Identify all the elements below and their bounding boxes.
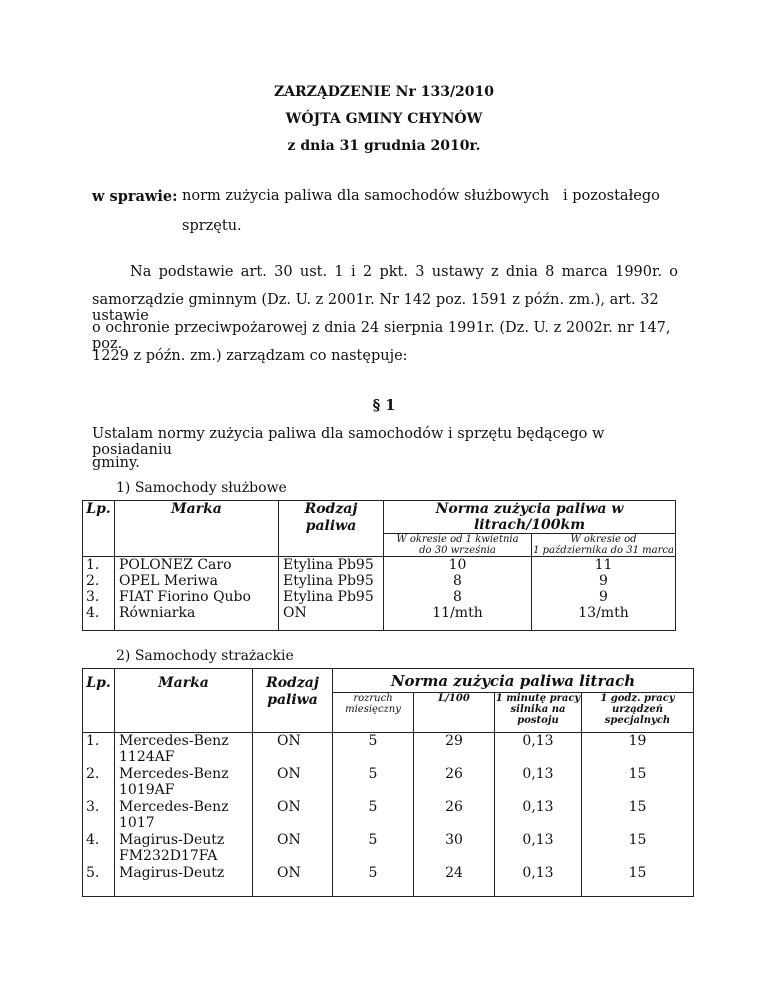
t2-paliwo: ON (277, 832, 301, 848)
table1-marka: OPEL Meriwa (119, 573, 218, 589)
table1-summer: 8 (453, 573, 462, 589)
header-marka: Marka (115, 501, 279, 557)
t2-paliwo: ON (277, 799, 301, 815)
table1-lp: 1. (86, 557, 100, 573)
t2-l100: 29 (445, 733, 463, 749)
header-okres-winter-line-1: W okresie od (570, 534, 637, 545)
preamble-line-4: 1229 z późn. zm.) zarządzam co następuje: (92, 348, 408, 364)
table1-paliwo: Etylina Pb95 (283, 557, 374, 573)
t2-l100: 24 (445, 865, 463, 881)
service-cars-table (82, 500, 676, 631)
header-okres-summer-line-1: W okresie od 1 kwietnia (396, 534, 519, 545)
t2-marka (119, 733, 229, 765)
table1-winter: 9 (599, 589, 608, 605)
t2-l100-column (414, 733, 495, 897)
t2-marka-line-2: 1017 (119, 815, 155, 831)
t2-marka-line-1: Mercedes-Benz (119, 799, 229, 815)
table1-winter: 9 (599, 573, 608, 589)
table1-paliwo: ON (283, 605, 307, 621)
table1-marka: Równiarka (119, 605, 196, 621)
t2-header-rodzaj-line-1: Rodzaj (266, 675, 319, 691)
t2-minuta-column (495, 733, 582, 897)
table1-marka: FIAT Fiorino Qubo (119, 589, 251, 605)
fire-trucks-table (82, 668, 694, 897)
table1-lp-column (83, 557, 115, 631)
t2-l100: 26 (445, 766, 463, 782)
t2-godz: 15 (628, 766, 647, 782)
t2-header-godz-line-1: 1 godz. pracy (600, 693, 675, 704)
table1-paliwo: Etylina Pb95 (283, 573, 374, 589)
table1-marka-column (115, 557, 279, 631)
title-line-3: z dnia 31 grudnia 2010r. (287, 138, 481, 154)
table1-winter: 13/mth (578, 605, 629, 621)
section-line-2: gminy. (92, 455, 140, 471)
table1-lp: 4. (86, 605, 100, 621)
t2-rozruch: 5 (368, 832, 378, 848)
table1-paliwo: Etylina Pb95 (283, 589, 374, 605)
header-norma: Norma zużycia paliwa w litrach/100km (384, 501, 676, 534)
header-rodzaj-line-2: paliwa (305, 518, 357, 534)
preamble-line-2: samorządzie gminnym (Dz. U. z 2001r. Nr 142 poz. 1591 z późn. zm.), art. 32 ustawie (92, 292, 659, 324)
t2-rozruch: 5 (368, 799, 378, 815)
table1-lp: 2. (86, 573, 100, 589)
table1-summer-column (384, 557, 532, 631)
t2-minuta: 0,13 (522, 865, 554, 881)
header-lp: Lp. (83, 501, 115, 557)
header-okres-summer-line-2: do 30 września (419, 545, 496, 556)
t2-paliwo: ON (277, 865, 301, 881)
header-rodzaj-line-1: Rodzaj (304, 501, 358, 517)
t2-minuta: 0,13 (522, 832, 554, 848)
t2-minuta: 0,13 (522, 799, 554, 815)
t2-minuta: 0,13 (522, 766, 554, 782)
t2-header-norma: Norma zużycia paliwa litrach (333, 669, 694, 693)
t2-lp: 5. (86, 865, 100, 881)
t2-header-rozruch-line-1: rozruch (353, 693, 393, 704)
t2-godz: 15 (628, 799, 647, 815)
header-okres-winter (532, 534, 676, 557)
t2-marka-line-2: 1019AF (119, 782, 175, 798)
t2-lp: 4. (86, 832, 100, 848)
t2-lp: 1. (86, 733, 100, 749)
t2-marka (119, 766, 229, 798)
t2-header-rozruch (333, 693, 414, 733)
t2-rozruch: 5 (368, 865, 378, 881)
t2-minuta: 0,13 (522, 733, 554, 749)
t2-godz: 15 (628, 832, 647, 848)
t2-godz: 15 (628, 865, 647, 881)
header-okres-summer (384, 534, 532, 557)
t2-godz: 19 (628, 733, 647, 749)
t2-lp-column (83, 733, 115, 897)
t2-marka-line-2: 1124AF (119, 749, 175, 765)
t2-l100: 30 (445, 832, 463, 848)
title-line-2: WÓJTA GMINY CHYNÓW (285, 111, 483, 127)
section-mark: § 1 (372, 397, 396, 414)
table1-summer: 11/mth (432, 605, 483, 621)
t2-rozruch: 5 (368, 733, 378, 749)
t2-header-godz-line-2: urządzeń (611, 704, 663, 715)
table1-paliwo-column (279, 557, 384, 631)
t2-header-marka: Marka (115, 669, 253, 733)
t2-header-rodzaj (253, 669, 333, 733)
t2-header-lp: Lp. (83, 669, 115, 733)
t2-godz-column (582, 733, 694, 897)
t2-paliwo: ON (277, 766, 301, 782)
t2-header-rodzaj-line-2: paliwa (267, 692, 318, 708)
t2-lp: 3. (86, 799, 100, 815)
t2-marka-line-1: Mercedes-Benz (119, 766, 229, 782)
t2-l100: 26 (445, 799, 463, 815)
header-rodzaj (279, 501, 384, 557)
t2-header-minuta-line-2: silnika na (510, 704, 566, 715)
t2-header-minuta-line-3: postoju (517, 715, 559, 726)
table1-caption: 1) Samochody służbowe (116, 480, 287, 496)
t2-header-minuta-line-1: 1 minutę pracy (495, 693, 581, 704)
subject-line-2: sprzętu. (182, 218, 242, 234)
t2-marka (119, 865, 224, 881)
t2-marka (119, 832, 224, 864)
t2-paliwo-column (253, 733, 333, 897)
t2-lp: 2. (86, 766, 100, 782)
subject-line-1: norm zużycia paliwa dla samochodów służbowych i pozostałego (182, 188, 660, 204)
table1-summer: 8 (453, 589, 462, 605)
t2-paliwo: ON (277, 733, 301, 749)
t2-marka-line-1: Magirus-Deutz (119, 832, 225, 848)
table2-caption: 2) Samochody strażackie (116, 648, 294, 664)
title-line-1: ZARZĄDZENIE Nr 133/2010 (273, 84, 495, 100)
section-line-1: Ustalam normy zużycia paliwa dla samochodów i sprzętu będącego w posiadaniu (92, 426, 605, 458)
preamble-line-1: Na podstawie art. 30 ust. 1 i 2 pkt. 3 ustawy z dnia 8 marca 1990r. o (130, 264, 678, 280)
table1-winter-column (532, 557, 676, 631)
table1-winter: 11 (594, 557, 613, 573)
t2-header-rozruch-line-2: miesięczny (345, 704, 401, 715)
t2-marka-line-2: FM232D17FA (119, 848, 218, 864)
t2-marka (119, 799, 229, 831)
t2-header-minuta (495, 693, 582, 733)
table1-summer: 10 (448, 557, 467, 573)
t2-marka-line-1: Magirus-Deutz (119, 865, 225, 881)
table1-marka: POLONEZ Caro (119, 557, 232, 573)
subject-label: w sprawie: (92, 188, 178, 205)
t2-rozruch-column (333, 733, 414, 897)
table1-lp: 3. (86, 589, 100, 605)
t2-marka-line-1: Mercedes-Benz (119, 733, 229, 749)
t2-header-l100: L/100 (414, 693, 495, 733)
preamble-line-3: o ochronie przeciwpożarowej z dnia 24 sierpnia 1991r. (Dz. U. z 2002r. nr 147, poz. (92, 320, 671, 352)
t2-header-godz-line-3: specjalnych (604, 715, 671, 726)
t2-marka-column (115, 733, 253, 897)
header-okres-winter-line-2: 1 października do 31 marca (533, 545, 674, 556)
t2-rozruch: 5 (368, 766, 378, 782)
t2-header-godz (582, 693, 694, 733)
